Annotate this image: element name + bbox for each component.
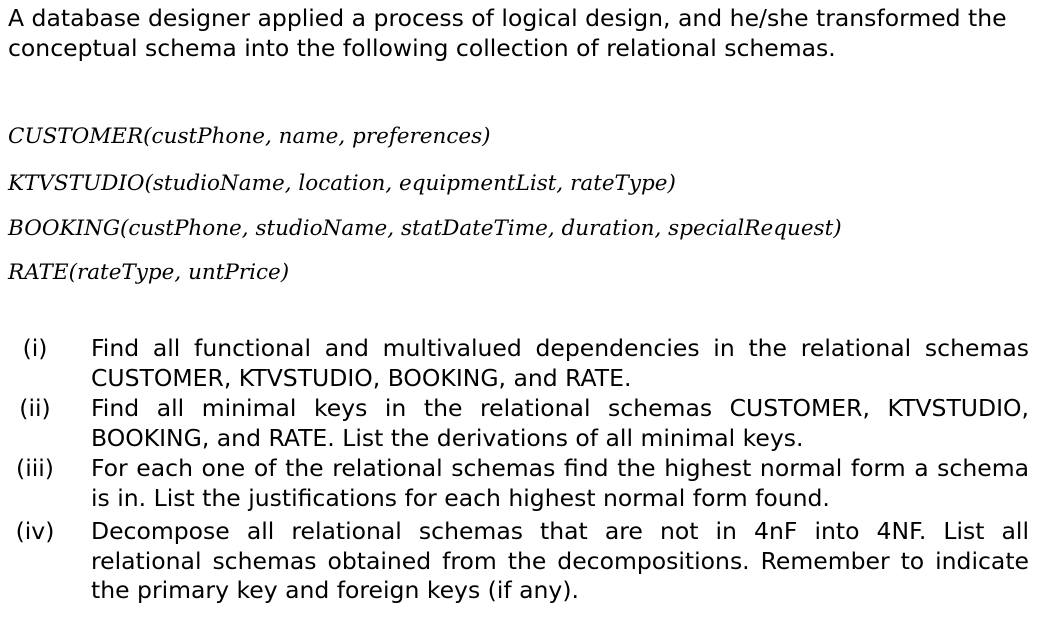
schema-rate: RATE(rateType, untPrice) xyxy=(8,260,290,285)
question-text: Decompose all relational schemas that are not in 4nF into 4NF. List all relational schemas obtained from the decompositions. Remember to indicate the primary key and foreign keys (if any). xyxy=(91,517,1029,604)
schema-booking: BOOKING(custPhone, studioName, statDateTime, duration, specialRequest) xyxy=(8,216,842,241)
question-text: Find all functional and multivalued dependencies in the relational schemas CUSTOMER, KTVSTUDIO, BOOKING, and RATE. xyxy=(91,334,1029,392)
intro-paragraph: A database designer applied a process of logical design, and he/she transformed the conceptual schema into the following collection of relational schemas. xyxy=(8,4,1007,62)
question-text: For each one of the relational schemas find the highest normal form a schema is in. List the justifications for each highest normal form found. xyxy=(91,454,1029,512)
schema-customer: CUSTOMER(custPhone, name, preferences) xyxy=(8,124,491,149)
question-text: Find all minimal keys in the relational schemas CUSTOMER, KTVSTUDIO, BOOKING, and RATE. List the derivations of all minimal keys. xyxy=(91,394,1029,452)
question-number: (iii) xyxy=(16,454,54,482)
question-number: (ii) xyxy=(19,394,51,422)
question-number: (i) xyxy=(22,334,48,362)
question-number: (iv) xyxy=(15,517,55,545)
schema-ktvstudio: KTVSTUDIO(studioName, location, equipmentList, rateType) xyxy=(8,171,676,196)
